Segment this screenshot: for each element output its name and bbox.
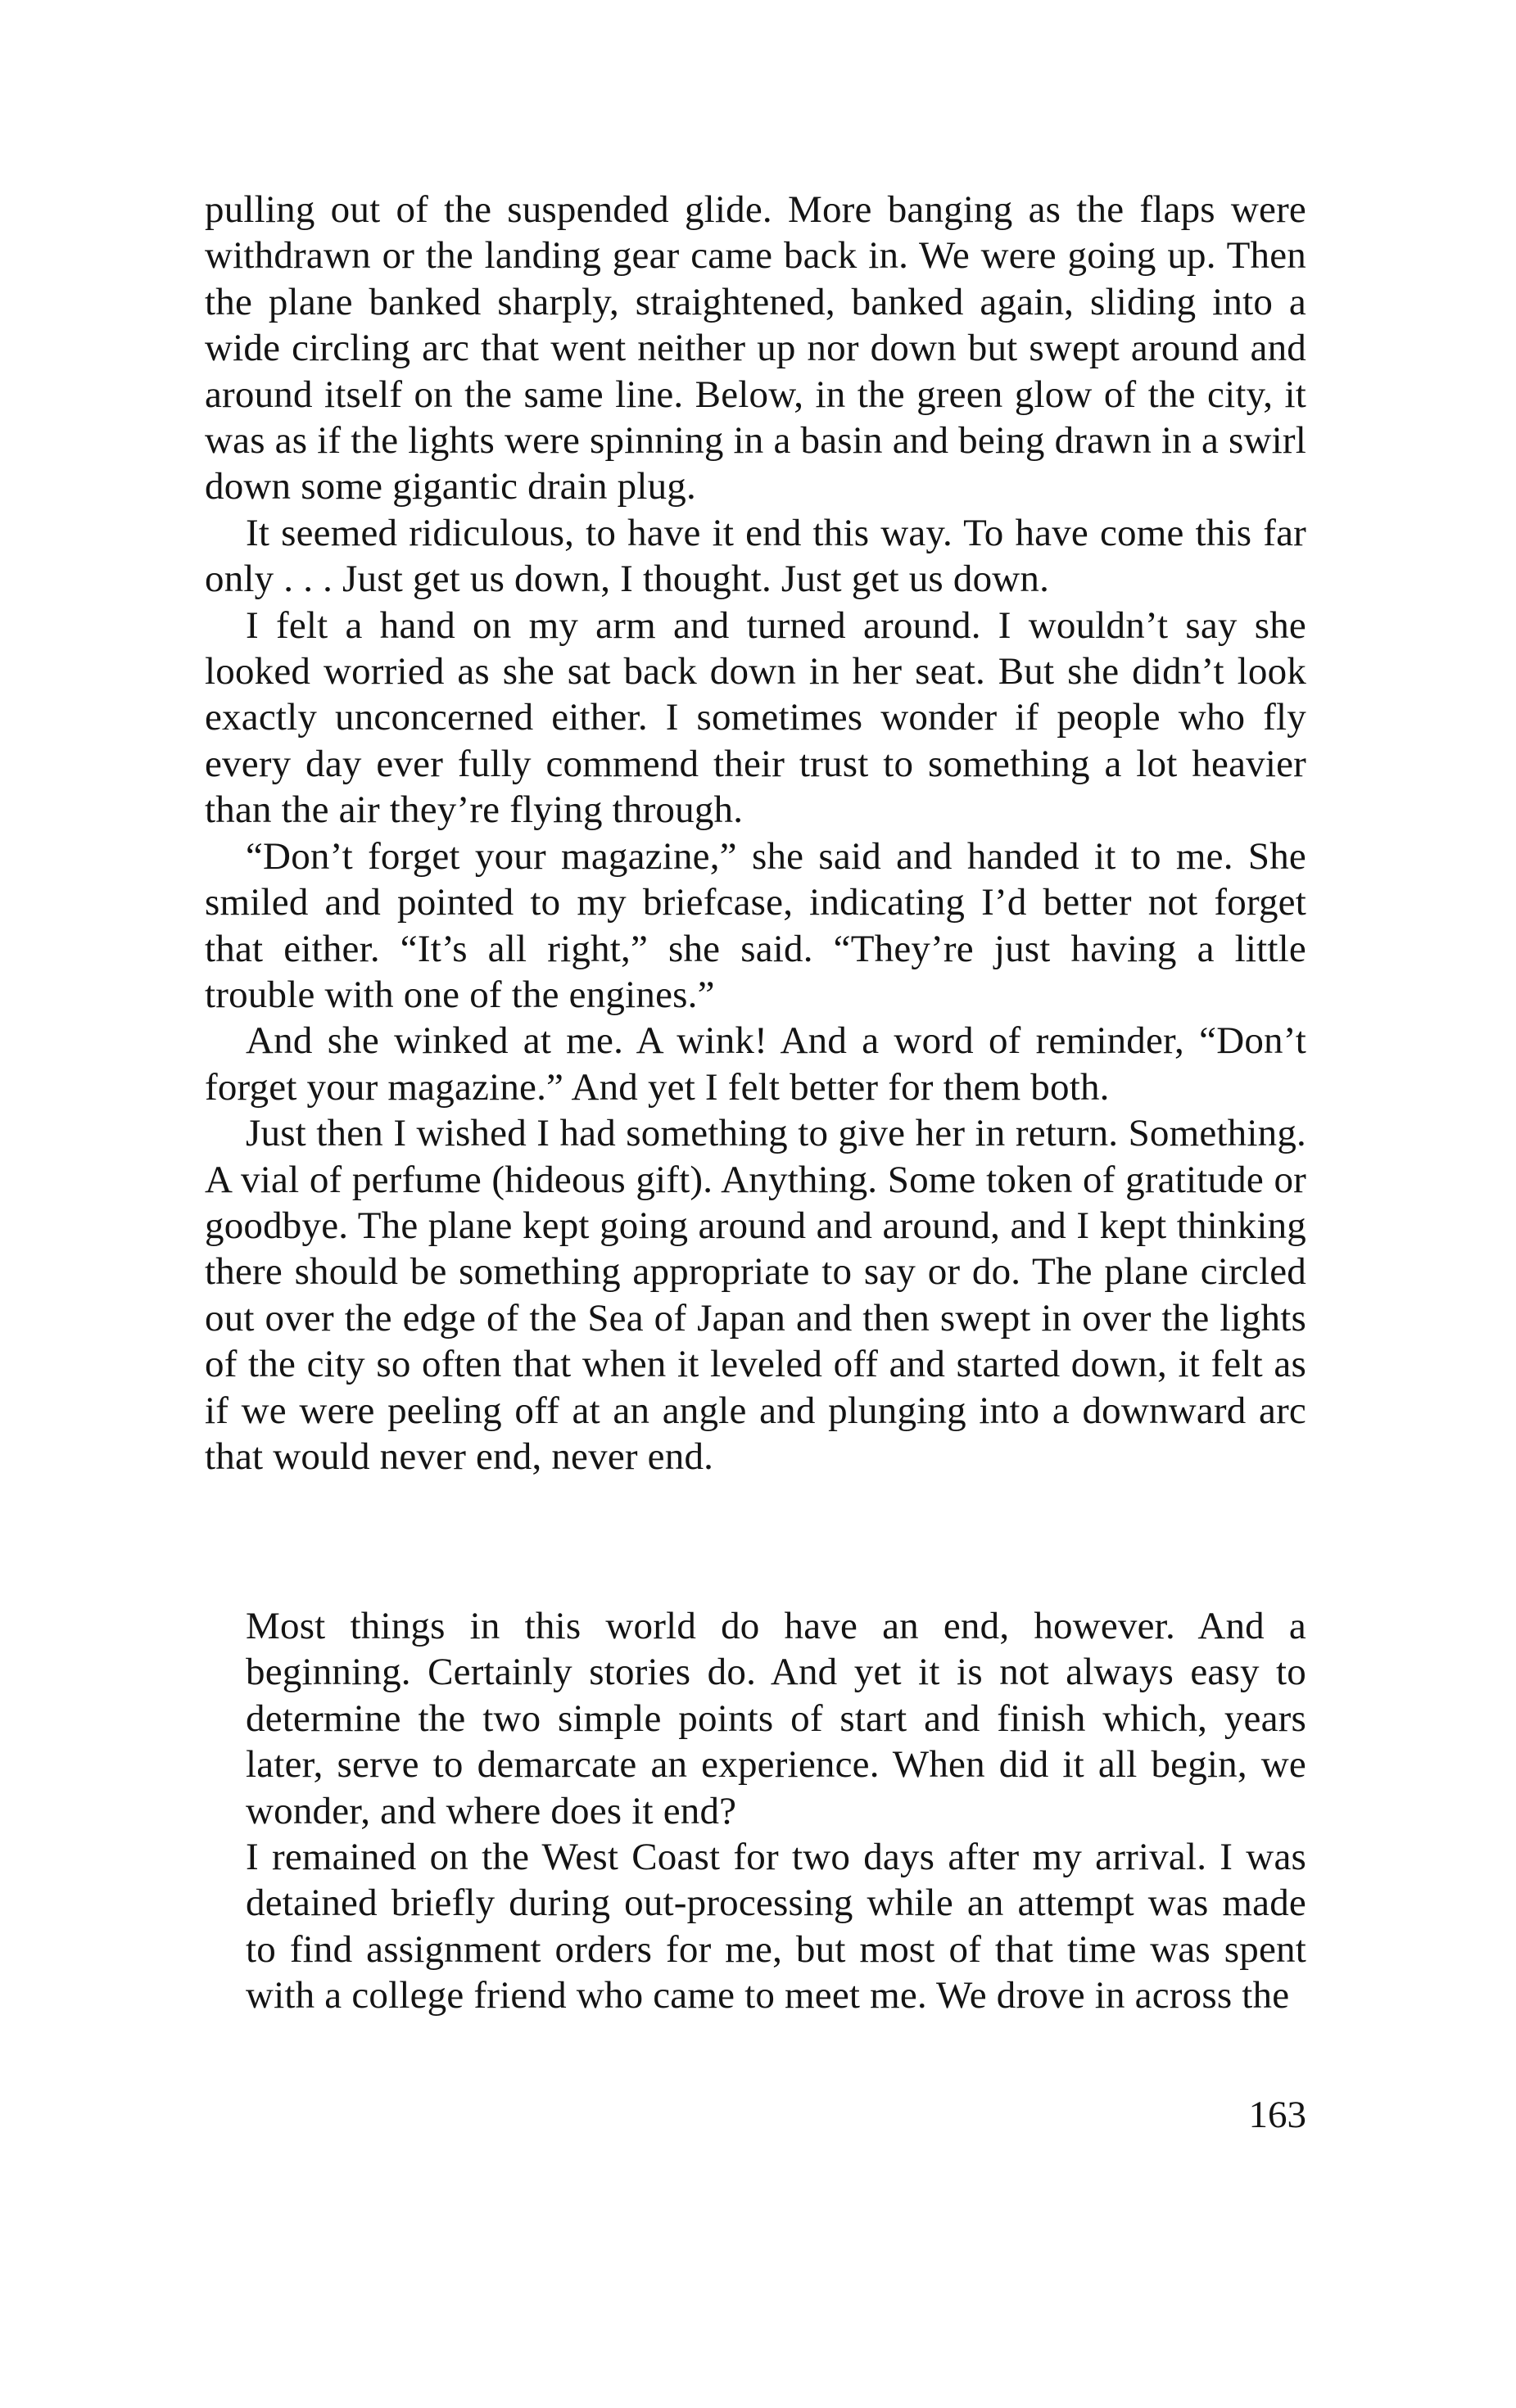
paragraph-1: pulling out of the suspended glide. More banging as the flaps were withdrawn or the landing gear came back in. We were going up. Then the plane banked sharply, straightened, banked again, sliding into a wide circling arc that went neither up nor down but swept around and around itself on the same line. Below, in the green glow of the city, it was as if the lights were spinning in a basin and being drawn in a swirl down some gigantic drain plug. bbox=[205, 188, 1306, 508]
paragraph-8: I remained on the West Coast for two days after my arrival. I was detained briefly during out-processing while an attempt was made to find assignment orders for me, but most of that time was spent with a college friend who came to meet me. We drove in across the bbox=[246, 1836, 1306, 2017]
paragraph-7: Most things in this world do have an end, however. And a beginning. Certainly stories do. And yet it is not always easy to determine the two simple points of start and finish which, years later, serve to demarcate an experience. When did it all begin, we wonder, and where does it end? bbox=[246, 1605, 1306, 1832]
page-number: 163 bbox=[1248, 2094, 1306, 2136]
paragraph-4: “Don’t forget your magazine,” she said and handed it to me. She smiled and pointed to my briefcase, indicating I’d better not forget that either. “It’s all right,” she said. “They’re just having a little trouble with one of the engines.” bbox=[205, 834, 1306, 1016]
paragraph-6: Just then I wished I had something to give her in return. Something. A vial of perfume (hideous gift). Anything. Some token of gratitude or goodbye. The plane kept going around and around, and I kept thinking there should be something appropriate to say or do. The plane circled out over the edge of the Sea of Japan and then swept in over the lights of the city so often that when it leveled off and started down, it felt as if we were peeling off at an angle and plunging into a downward arc that would never end, never end. bbox=[205, 1112, 1306, 1478]
section-one bbox=[205, 187, 1306, 1480]
paragraph-2: It seemed ridiculous, to have it end this way. To have come this far only . . . Just get us down, I thought. Just get us down. bbox=[205, 511, 1306, 601]
paragraph-5: And she winked at me. A wink! And a word of reminder, “Don’t forget your magazine.” And yet I felt better for them both. bbox=[205, 1019, 1306, 1109]
section-two bbox=[246, 1603, 1306, 2019]
paragraph-3: I felt a hand on my arm and turned around. I wouldn’t say she looked worried as she sat back down in her seat. But she didn’t look exactly unconcerned either. I sometimes wonder if people who fly every day ever fully commend their trust to something a lot heavier than the air they’re flying through. bbox=[205, 603, 1306, 832]
